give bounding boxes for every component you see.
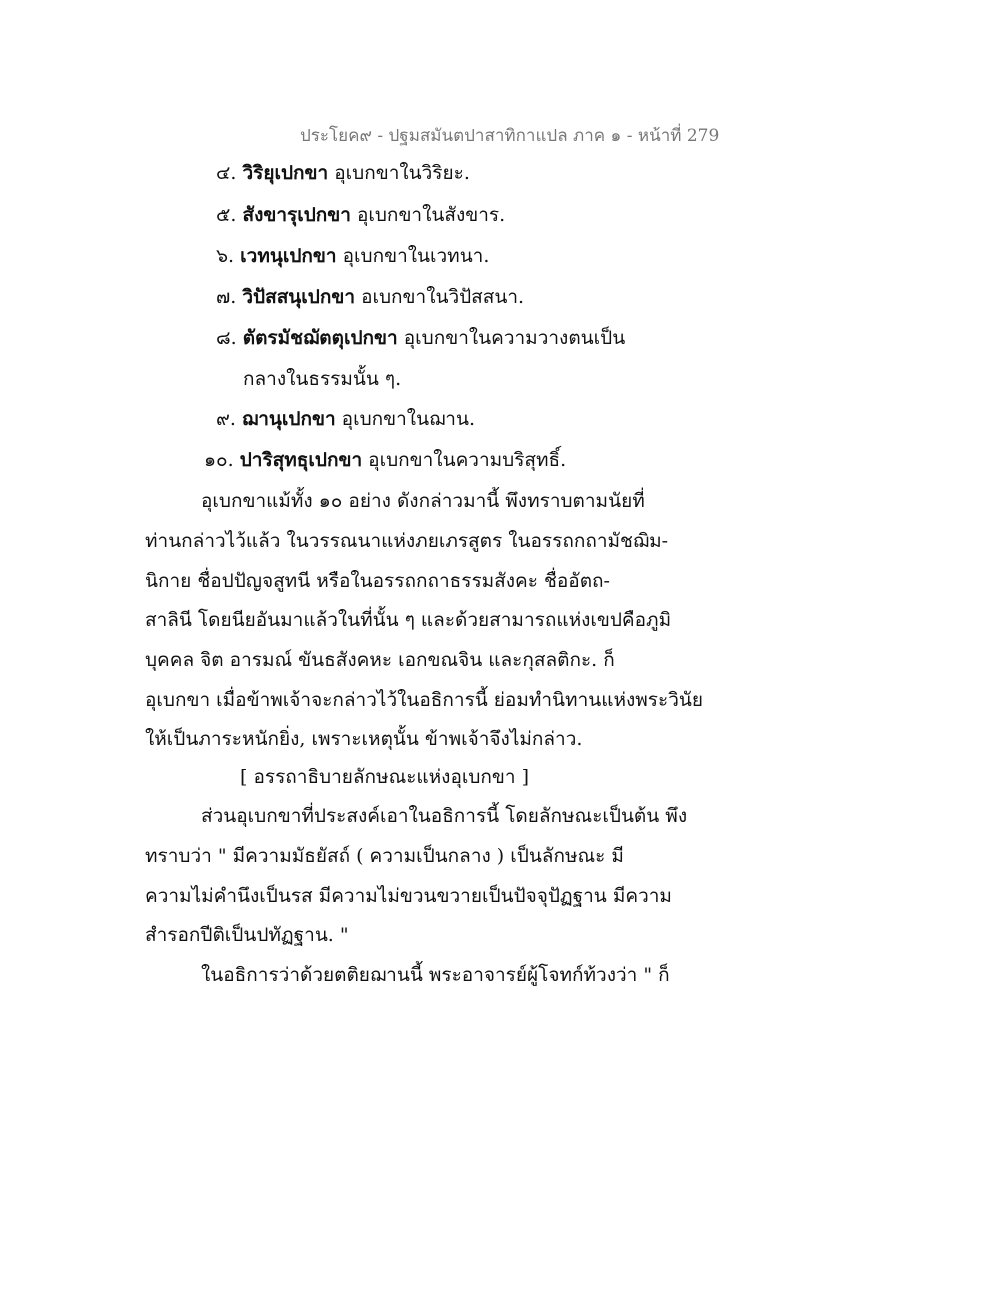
item-number: ๘. (216, 327, 237, 349)
paragraph-line: สาลินี โดยนียอันมาแล้วในที่นั้น ๆ และด้วยสามารถแห่งเขปคือภูมิ (145, 609, 672, 631)
item-term: ปาริสุทธุเปกขา (239, 449, 363, 471)
item-number: ๔. (216, 162, 237, 184)
item-term: วิริยุเปกขา (242, 162, 329, 184)
paragraph-line: สำรอกปีติเป็นปทัฏฐาน. " (145, 924, 349, 946)
item-desc: อเบกขาในวิปัสสนา. (361, 286, 525, 308)
item-desc: อุเบกขาในวิริยะ. (334, 162, 470, 184)
item-term: ฌานุเปกขา (242, 408, 336, 430)
paragraph-line: บุคคล จิต อารมณ์ ขันธสังคหะ เอกขณจิน และกุสลติกะ. ก็ (145, 649, 615, 671)
paragraph-line: อุเบกขา เมื่อข้าพเจ้าจะกล่าวไว้ในอธิการนี้ ย่อมทำนิทานแห่งพระวินัย (145, 689, 704, 711)
page-header: ประโยค๙ - ปฐมสมันตปาสาทิกาแปล ภาค ๑ - หน้าที่ 279 (300, 126, 720, 146)
item-number: ๖. (216, 245, 235, 267)
item-number: ๑๐. (204, 449, 234, 471)
paragraph-line: ในอธิการว่าด้วยตติยฌานนี้ พระอาจารย์ผู้โจทก์ท้วงว่า " ก็ (201, 964, 670, 986)
list-item-4 (216, 160, 470, 186)
item-number: ๗. (216, 286, 237, 308)
list-item-7 (216, 284, 524, 310)
paragraph-line: ท่านกล่าวไว้แล้ว ในวรรณนาแห่งภยเภรสูตร ในอรรถกถามัชฌิม- (145, 530, 669, 552)
item-number: ๙. (216, 408, 236, 430)
item-term: วิปัสสนุเปกขา (242, 286, 356, 308)
paragraph-line: ความไม่คำนึงเป็นรส มีความไม่ขวนขวายเป็นปัจจุปัฏฐาน มีความ (145, 885, 672, 907)
list-item-9 (216, 406, 475, 432)
item-desc: อุเบกขาในเวทนา. (342, 245, 490, 267)
section-heading: [ อรรถาธิบายลักษณะแห่งอุเบกขา ] (240, 766, 530, 788)
paragraph-line: ให้เป็นภาระหนักยิ่ง, เพราะเหตุนั้น ข้าพเจ้าจึงไม่กล่าว. (145, 728, 583, 750)
item-term: ตัตรมัชฌัตตุเปกขา (242, 327, 398, 349)
item-desc: อุเบกขาในสังขาร. (356, 204, 506, 226)
list-item-8-continuation: กลางในธรรมนั้น ๆ. (243, 368, 402, 390)
list-item-6 (216, 243, 489, 269)
paragraph-line: อุเบกขาแม้ทั้ง ๑๐ อย่าง ดังกล่าวมานี้ พึงทราบตามนัยที่ (201, 490, 645, 512)
item-term: สังขารุเปกขา (242, 204, 351, 226)
item-desc: อุเบกขาในฌาน. (341, 408, 475, 430)
list-item-5 (216, 202, 505, 228)
paragraph-line: ส่วนอุเบกขาที่ประสงค์เอาในอธิการนี้ โดยลักษณะเป็นต้น พึง (201, 805, 688, 827)
item-desc: อุเบกขาในความวางตนเป็น (403, 327, 626, 349)
item-term: เวทนุเปกขา (240, 245, 337, 267)
list-item-10 (204, 447, 566, 473)
list-item-8 (216, 325, 625, 351)
item-desc: อุเบกขาในความบริสุทธิ์. (368, 449, 567, 471)
paragraph-line: ทราบว่า " มีความมัธยัสถ์ ( ความเป็นกลาง ) เป็นลักษณะ มี (145, 845, 624, 867)
paragraph-line: นิกาย ชื่อปปัญจสูทนี หรือในอรรถกถาธรรมสังคะ ชื่ออัตถ- (145, 570, 610, 592)
item-number: ๕. (216, 204, 237, 226)
